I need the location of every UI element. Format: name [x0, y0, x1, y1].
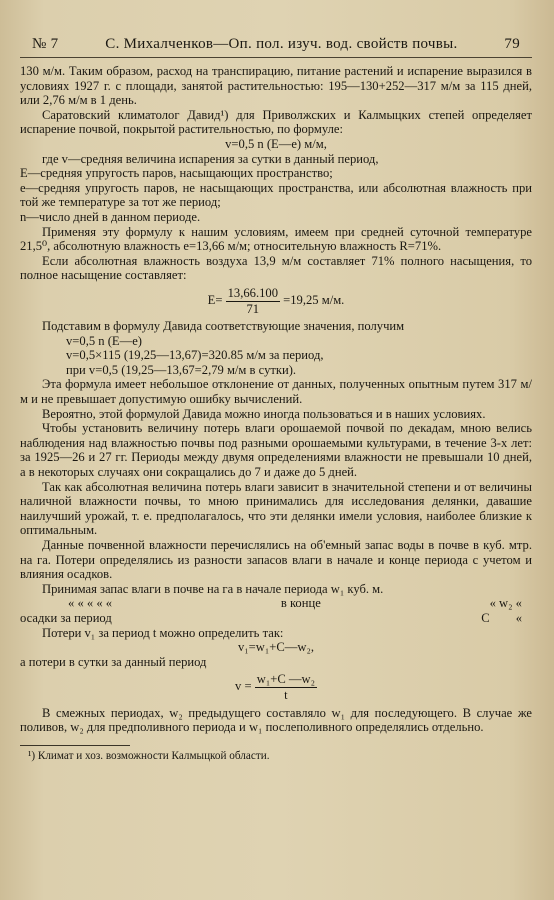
paragraph: Вероятно, этой формулой Давида можно иногда пользоваться и в наших условиях. [42, 406, 486, 421]
footnote-divider [20, 745, 130, 746]
paragraph: а потери в сутки за данный период [20, 654, 207, 669]
ditto-middle: в конце [280, 596, 321, 611]
formula-line: при v=0,5 (19,25—13,67=2,79 м/м в сутки). [66, 362, 297, 377]
paragraph: Эта формула имеет небольшое отклонение от данных, полученных опытным путем 317 м/м и не превышает допустимую ошибку вычислений. [20, 377, 532, 407]
formula-evaporation: v=0,5 n (E—e) м/м, [225, 136, 327, 151]
paragraph: Если абсолютная влажность воздуха 13,9 м/м составляет 71% полного насыщения, то полное насыщение составляет: [20, 253, 532, 283]
fraction-denominator: 71 [246, 301, 260, 316]
fraction-numerator: w₁+C —w₂ [256, 672, 315, 687]
ditto-marks: « « « « « [68, 596, 113, 611]
fraction [255, 672, 317, 702]
paragraph: Подставим в формулу Давида соответствующие значения, получим [42, 319, 405, 334]
precipitation-label: осадки за период [20, 610, 112, 625]
precipitation-ditto: « [515, 610, 522, 625]
definition-v: где v—средняя величина испарения за сутки в данный период, [42, 151, 379, 166]
paragraph: Применяя эту формулу к нашим условиям, имеем при средней суточной температуре 21,5⁰, абсолютную влажность e=13,66 м/м; относительную влажность R=71%. [20, 224, 532, 254]
fraction-denominator: t [284, 687, 288, 702]
article-body [20, 64, 532, 735]
paragraph: Принимая запас влаги в почве на га в начале периода w₁ куб. м. [42, 581, 384, 596]
paragraph: 130 м/м. Таким образом, расход на транспирацию, питание растений и испарение выразился в условиях 1927 г. с площади, занятой растительностью: 195—130+252—317 м/м за 115 дней, или 2,76 м/м в 1 день. [20, 64, 532, 108]
formula-rhs: =19,25 м/м. [283, 292, 345, 307]
paragraph: Потери v₁ за период t можно определить так: [42, 625, 284, 640]
paragraph: Так как абсолютная величина потерь влаги зависит в значительной степени и от величины наличной влажности почвы, то мною принимались для исследования делянки, давашие наилучший урожай, т. е. предполагалось, что эти делянки имели условия, наиболее близкие к оптимальным. [20, 479, 532, 538]
paragraph: В смежных периодах, w₂ предыдущего составляло w₁ для последующего. В случае же поливов, w₂ для предполивного периода и w₁ послеполивного определялись отдельно. [20, 705, 532, 735]
footnote: ¹) Климат и хоз. возможности Калмыцкой области. [28, 749, 270, 762]
formula-lhs: v = [235, 679, 252, 694]
fraction-numerator: 13,66.100 [227, 285, 278, 300]
paragraph: Данные почвенной влажности перечислялись на об'емный запас воды в почве в куб. мтр. на га. Потери определялись из разности запасов влаги в начале и конце периода с учетом и влияния осадков. [20, 538, 532, 582]
formula-losses: v₁=w₁+C—w₂, [237, 640, 314, 655]
definition-e: e—средняя упругость паров, не насыщающих пространства, или абсолютная влажность при той же температуре за тот же период; [20, 180, 532, 210]
page-header [20, 36, 532, 58]
formula-lhs: E= [207, 292, 223, 307]
definition-E: E—средняя упругость паров, насыщающих пространство; [20, 166, 333, 181]
formula-saturation [20, 286, 532, 316]
issue-number: № 7 [32, 36, 59, 52]
formula-line: v=0,5 n (E—e) [66, 333, 142, 348]
ditto-end: « w₂ « [489, 596, 522, 611]
paragraph: Саратовский климатолог Давид¹) для Приволжских и Калмыцких степей определяет испарение почвой, покрытой растительностью, по формуле: [20, 107, 532, 137]
ditto-row [20, 596, 532, 611]
paragraph: Чтобы установить величину потерь влаги орошаемой почвой по декадам, мною велись наблюдения над влажностью почвы под разными орошаемыми культурами, в течение 3-х лет: за 1925—26 и 27 гг. Периоды между двумя определениями влажности не превышали 10 дней, а в некоторых случаях они сокращались до 7 и даже до 5 дней. [20, 421, 532, 480]
page-number: 79 [504, 36, 520, 52]
fraction [226, 286, 280, 316]
formula-line: v=0,5×115 (19,25—13,67)=320.85 м/м за период, [66, 348, 324, 363]
running-title: С. Михалченков—Оп. пол. изуч. вод. свойств почвы. [105, 36, 458, 52]
precipitation-symbol: C [481, 610, 490, 625]
formula-daily-losses [20, 672, 532, 702]
precipitation-row [20, 611, 532, 626]
definition-n: n—число дней в данном периоде. [20, 209, 201, 224]
